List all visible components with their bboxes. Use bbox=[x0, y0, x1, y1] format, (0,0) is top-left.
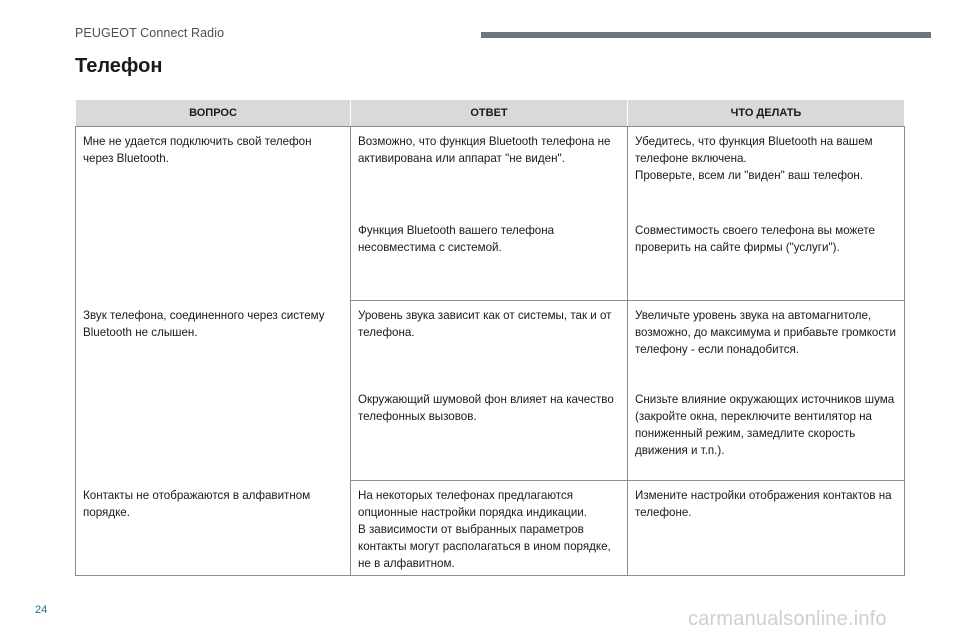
page-number: 24 bbox=[35, 604, 48, 616]
answer-cell: На некоторых телефонах предлагаются опционные настройки порядка индикации. В зависимости от выбранных параметров контакты могут располагаться в ином порядке, не в алфавитном. bbox=[351, 481, 628, 576]
question-cell: Контакты не отображаются в алфавитном порядке. bbox=[76, 481, 351, 576]
table-row bbox=[76, 481, 905, 576]
answer-cell: Функция Bluetooth вашего телефона несовместима с системой. bbox=[351, 216, 628, 301]
action-cell: Совместимость своего телефона вы можете проверить на сайте фирмы ("услуги"). bbox=[628, 216, 905, 301]
table-header-row bbox=[76, 100, 905, 127]
header-brand: PEUGEOT Connect Radio bbox=[75, 26, 225, 40]
header-divider-bar bbox=[481, 32, 931, 38]
page-title: Телефон bbox=[75, 55, 163, 77]
question-cell: Мне не удается подключить свой телефон через Bluetooth. bbox=[76, 127, 351, 301]
troubleshooting-table bbox=[75, 100, 905, 576]
answer-cell: Окружающий шумовой фон влияет на качество телефонных вызовов. bbox=[351, 385, 628, 481]
watermark: carmanualsonline.info bbox=[688, 608, 887, 630]
column-header-answer: ОТВЕТ bbox=[351, 100, 628, 127]
action-cell: Снизьте влияние окружающих источников шума (закройте окна, переключите вентилятор на пониженный режим, замедлите скорость движения и т.п.). bbox=[628, 385, 905, 481]
action-cell: Измените настройки отображения контактов на телефоне. bbox=[628, 481, 905, 576]
column-header-action: ЧТО ДЕЛАТЬ bbox=[628, 100, 905, 127]
answer-cell: Возможно, что функция Bluetooth телефона не активирована или аппарат "не виден". bbox=[351, 127, 628, 217]
question-cell: Звук телефона, соединенного через систему Bluetooth не слышен. bbox=[76, 301, 351, 481]
column-header-question: ВОПРОС bbox=[76, 100, 351, 127]
action-cell: Убедитесь, что функция Bluetooth на вашем телефоне включена. Проверьте, всем ли "виден" ваш телефон. bbox=[628, 127, 905, 217]
action-cell: Увеличьте уровень звука на автомагнитоле, возможно, до максимума и прибавьте громкости телефону - если понадобится. bbox=[628, 301, 905, 386]
table-row bbox=[76, 301, 905, 386]
table-row bbox=[76, 127, 905, 217]
answer-cell: Уровень звука зависит как от системы, так и от телефона. bbox=[351, 301, 628, 386]
